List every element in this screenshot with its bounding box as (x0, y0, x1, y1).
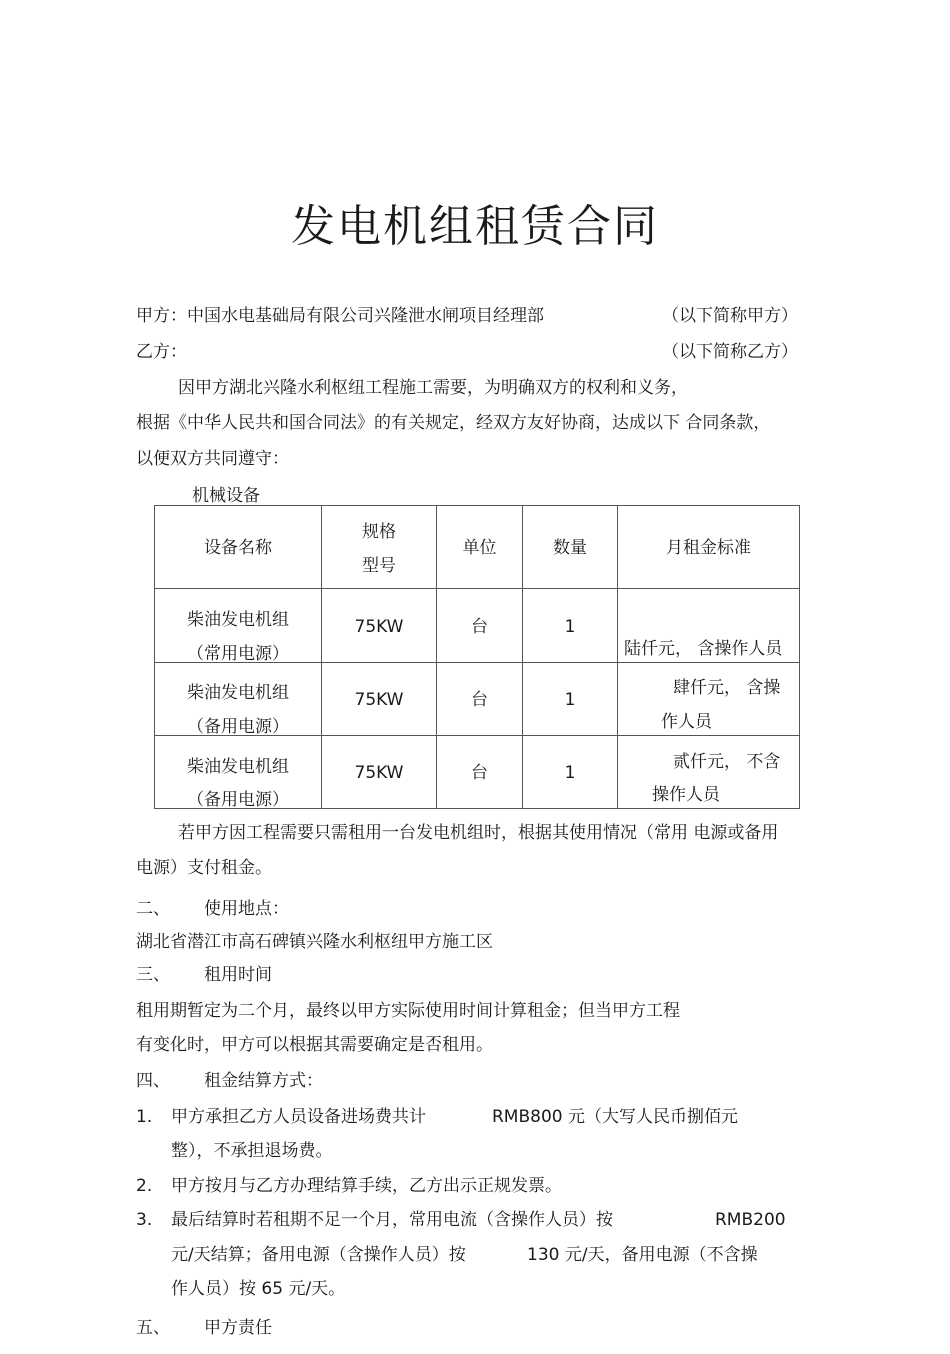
equipment-spec: 75KW (354, 690, 404, 710)
section-heading: 甲方责任 (204, 1318, 272, 1338)
list-item-text: 甲方按月与乙方办理结算手续，乙方出示正规发票。 (171, 1176, 562, 1196)
list-item-number: 2. (136, 1176, 153, 1196)
monthly-rent: 肆仟元， 含操 (673, 678, 781, 698)
list-item-text: 130 元/天，备用电源（不含操 (527, 1245, 758, 1265)
section-number: 五、 (136, 1318, 170, 1338)
equipment-qty: 1 (564, 690, 576, 710)
section1-heading: 机械设备 (192, 486, 260, 506)
list-item-text: 元/天结算；备用电源（含操作人员）按 (171, 1245, 466, 1265)
monthly-rent: 贰仟元， 不含 (673, 752, 781, 772)
intro-line: 因甲方湖北兴隆水利枢纽工程施工需要，为明确双方的权利和义务， (178, 378, 688, 398)
equipment-qty: 1 (564, 617, 576, 637)
list-item-text: RMB800 元（大写人民币捌佰元 (492, 1107, 738, 1127)
equipment-note: （常用电源） (187, 644, 289, 664)
header-cell: 设备名称 (155, 506, 322, 589)
section-text: 租用期暂定为二个月，最终以甲方实际使用时间计算租金；但当甲方工程 (136, 1001, 680, 1021)
list-item-text: 甲方承担乙方人员设备进场费共计 (171, 1107, 426, 1127)
paragraph-line: 电源）支付租金。 (136, 858, 272, 878)
intro-line: 以便双方共同遵守： (136, 449, 289, 469)
party-a-label: 甲方：中国水电基础局有限公司兴隆泄水闸项目经理部 (136, 306, 544, 326)
intro-line: 根据《中华人民共和国合同法》的有关规定，经双方友好协商，达成以下 合同条款， (136, 413, 771, 433)
list-item-number: 1. (136, 1107, 153, 1127)
list-item-text: 整），不承担退场费。 (171, 1141, 333, 1161)
list-item-number: 3. (136, 1210, 153, 1230)
table-row (155, 663, 800, 736)
monthly-rent-cont: 作人员 (661, 712, 712, 732)
party-b-label: 乙方： (136, 342, 187, 362)
section-heading: 租金结算方式： (204, 1071, 323, 1091)
equipment-note: （备用电源） (187, 717, 289, 737)
equipment-unit: 台 (471, 763, 488, 783)
section-heading: 使用地点： (204, 899, 289, 919)
section-number: 二、 (136, 899, 170, 919)
equipment-name: 柴油发电机组 (187, 757, 289, 777)
equipment-qty: 1 (564, 763, 576, 783)
monthly-rent-cont: 操作人员 (652, 785, 720, 805)
table-row (155, 736, 800, 809)
equipment-note: （备用电源） (187, 790, 289, 810)
section-text: 有变化时，甲方可以根据其需要确定是否租用。 (136, 1035, 493, 1055)
header-cell: 规格 型号 (322, 506, 437, 589)
list-item-text: 最后结算时若租期不足一个月，常用电流（含操作人员）按 (171, 1210, 613, 1230)
monthly-rent: 陆仟元， 含操作人员 (624, 639, 783, 659)
party-b-alias: （以下简称乙方） (662, 342, 798, 362)
table-header-row (155, 506, 800, 589)
header-cell: 单位 (437, 506, 523, 589)
section-number: 四、 (136, 1071, 170, 1091)
header-cell: 数量 (523, 506, 618, 589)
section-text: 湖北省潜江市高石碑镇兴隆水利枢纽甲方施工区 (136, 932, 493, 952)
document-title: 发电机组租赁合同 (291, 201, 659, 252)
equipment-unit: 台 (471, 617, 488, 637)
equipment-unit: 台 (471, 690, 488, 710)
equipment-spec: 75KW (354, 617, 404, 637)
party-a-alias: （以下简称甲方） (662, 306, 798, 326)
section-number: 三、 (136, 965, 170, 985)
paragraph-line: 若甲方因工程需要只需租用一台发电机组时，根据其使用情况（常用 电源或备用 (178, 823, 779, 843)
equipment-name: 柴油发电机组 (187, 683, 289, 703)
equipment-name: 柴油发电机组 (187, 610, 289, 630)
section-heading: 租用时间 (204, 965, 272, 985)
equipment-spec: 75KW (354, 763, 404, 783)
list-item-text: 作人员）按 65 元/天。 (171, 1279, 346, 1299)
table-row (155, 589, 800, 663)
equipment-table (154, 505, 800, 809)
header-cell: 月租金标准 (618, 506, 800, 589)
list-item-text: RMB200 (715, 1210, 786, 1230)
